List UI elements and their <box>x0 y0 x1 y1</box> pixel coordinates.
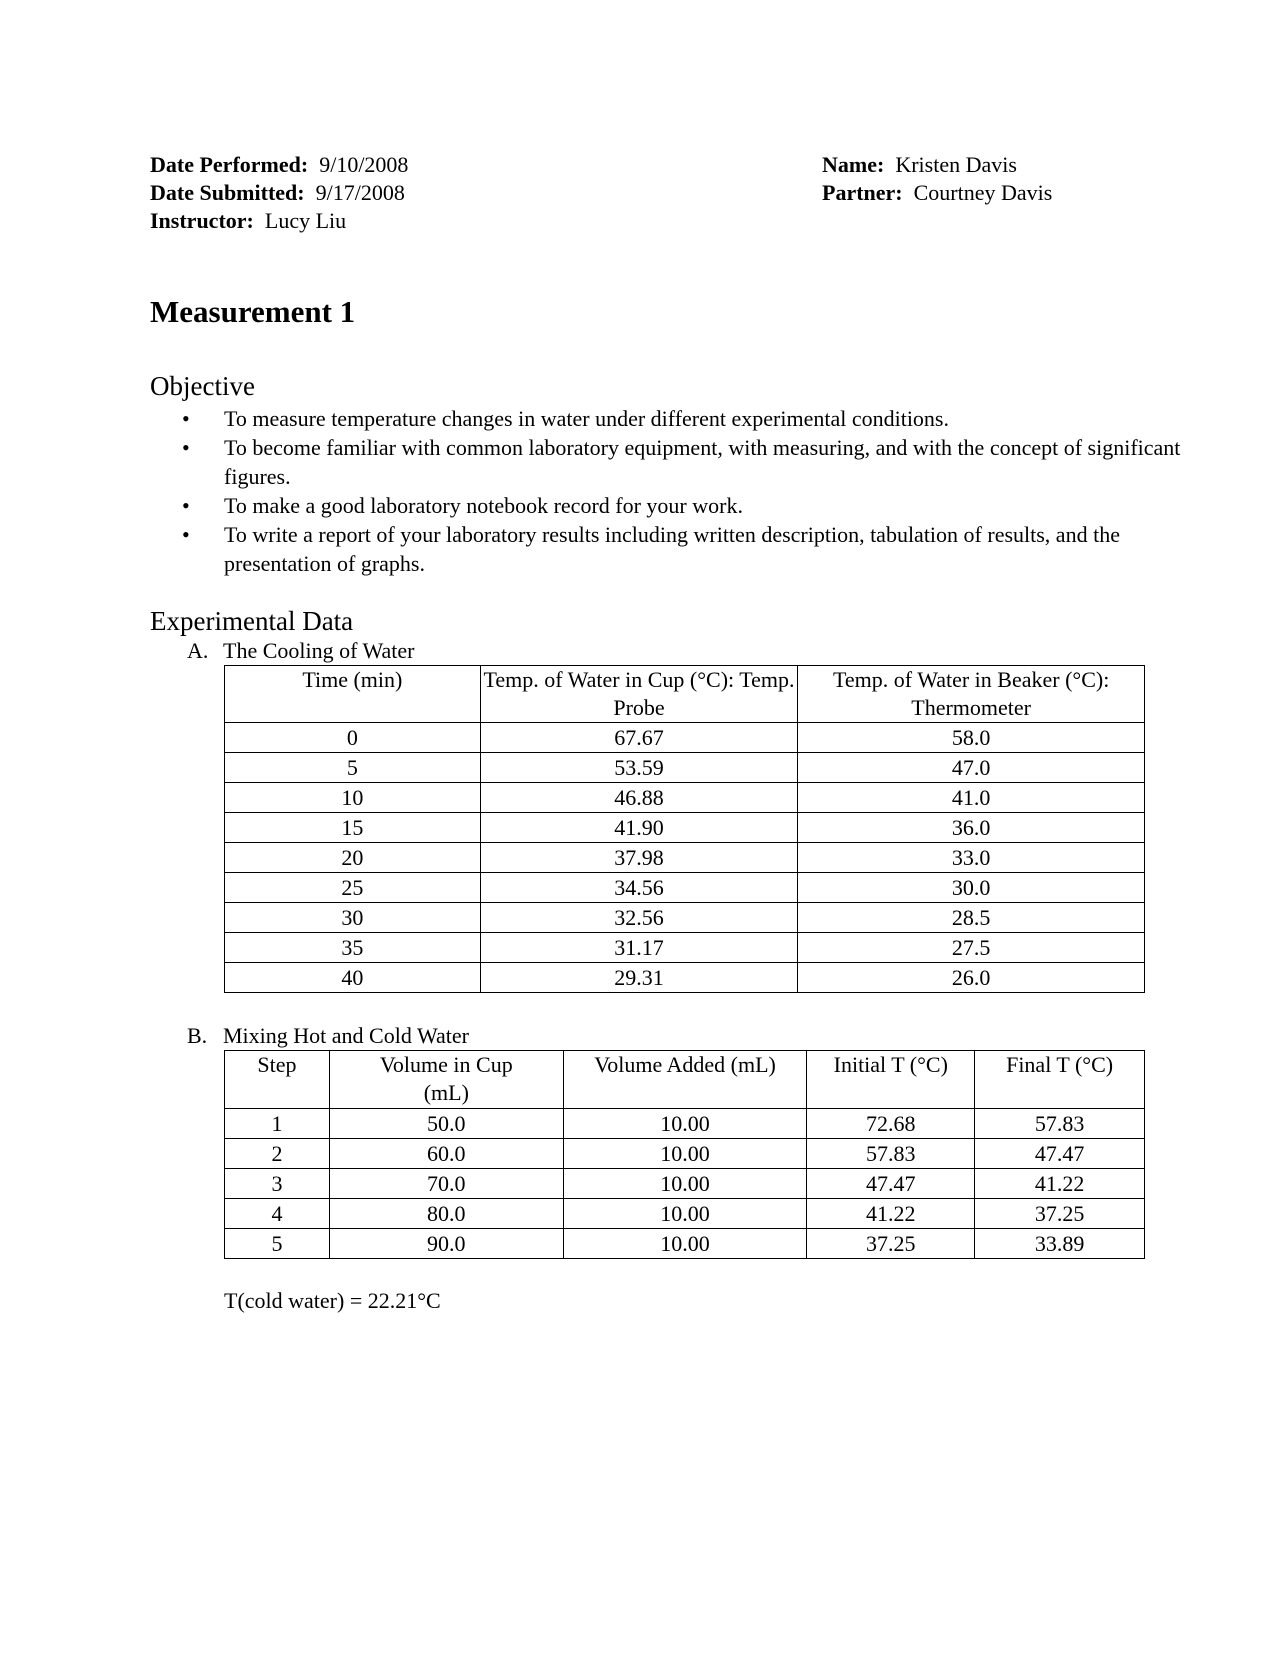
table-row <box>225 723 1145 753</box>
table-row <box>225 783 1145 813</box>
column-header: Temp. of Water in Cup (°C): Temp. Probe <box>480 666 798 723</box>
table-cell: 90.0 <box>329 1229 563 1259</box>
table-row <box>225 933 1145 963</box>
table-cell: 30 <box>225 903 481 933</box>
table-cell: 41.22 <box>975 1169 1145 1199</box>
date-performed-line <box>150 151 408 179</box>
date-submitted-value: 9/17/2008 <box>315 180 405 205</box>
table-row <box>225 843 1145 873</box>
table-cell: 20 <box>225 843 481 873</box>
table-cell: 29.31 <box>480 963 798 993</box>
instructor-value: Lucy Liu <box>264 208 347 233</box>
table-cell: 10 <box>225 783 481 813</box>
partner-line <box>822 179 1052 207</box>
objective-item: • To make a good laboratory notebook record for your work. <box>224 491 1184 520</box>
table-cell: 33.89 <box>975 1229 1145 1259</box>
instructor-label: Instructor: <box>150 208 254 233</box>
table-cell: 3 <box>225 1169 330 1199</box>
table-cell: 31.17 <box>480 933 798 963</box>
table-cell: 28.5 <box>798 903 1145 933</box>
table-cell: 80.0 <box>329 1199 563 1229</box>
table-cell: 47.47 <box>807 1169 975 1199</box>
table-cell: 41.22 <box>807 1199 975 1229</box>
table-cell: 50.0 <box>329 1109 563 1139</box>
objective-list <box>150 404 1184 578</box>
cooling-water-table <box>224 665 1145 993</box>
part-a-heading <box>187 637 415 665</box>
table-cell: 33.0 <box>798 843 1145 873</box>
table-row <box>225 753 1145 783</box>
experimental-data-heading: Experimental Data <box>150 606 354 636</box>
document-title: Measurement 1 <box>150 294 356 329</box>
table-cell: 26.0 <box>798 963 1145 993</box>
table-cell: 0 <box>225 723 481 753</box>
table-cell: 57.83 <box>975 1109 1145 1139</box>
table-cell: 2 <box>225 1139 330 1169</box>
table-cell: 10.00 <box>563 1199 807 1229</box>
table-header-row <box>225 666 1145 723</box>
objective-heading: Objective <box>150 371 255 401</box>
instructor-line <box>150 207 408 235</box>
column-header: Time (min) <box>225 666 481 723</box>
table-cell: 36.0 <box>798 813 1145 843</box>
column-header: Final T (°C) <box>975 1051 1145 1109</box>
table-cell: 57.83 <box>807 1139 975 1169</box>
part-b-heading <box>187 1022 469 1050</box>
table-row <box>225 963 1145 993</box>
partner-label: Partner: <box>822 180 903 205</box>
table-cell: 4 <box>225 1199 330 1229</box>
table-cell: 10.00 <box>563 1169 807 1199</box>
table-cell: 37.25 <box>807 1229 975 1259</box>
part-a-letter: A. <box>187 638 209 663</box>
column-header: Volume Added (mL) <box>563 1051 807 1109</box>
table-row <box>225 813 1145 843</box>
table-cell: 15 <box>225 813 481 843</box>
table-row <box>225 1169 1145 1199</box>
date-performed-label: Date Performed: <box>150 152 309 177</box>
table-cell: 34.56 <box>480 873 798 903</box>
table-cell: 27.5 <box>798 933 1145 963</box>
name-label: Name: <box>822 152 885 177</box>
table-cell: 58.0 <box>798 723 1145 753</box>
table-cell: 5 <box>225 753 481 783</box>
mixing-water-table <box>224 1050 1145 1259</box>
cold-water-temperature-note: T(cold water) = 22.21°C <box>224 1288 441 1313</box>
table-cell: 5 <box>225 1229 330 1259</box>
column-header: Initial T (°C) <box>807 1051 975 1109</box>
table-cell: 25 <box>225 873 481 903</box>
table-cell: 35 <box>225 933 481 963</box>
table-cell: 67.67 <box>480 723 798 753</box>
table-cell: 41.90 <box>480 813 798 843</box>
column-header: Step <box>225 1051 330 1109</box>
column-header: Volume in Cup (mL) <box>329 1051 563 1109</box>
header-left-block <box>150 151 408 235</box>
part-b-letter: B. <box>187 1023 208 1048</box>
table-row <box>225 1139 1145 1169</box>
table-cell: 47.0 <box>798 753 1145 783</box>
objective-item: • To write a report of your laboratory results including written description, tabulation of results, and the presentation of graphs. <box>224 520 1184 578</box>
partner-value: Courtney Davis <box>913 180 1053 205</box>
table-row <box>225 903 1145 933</box>
table-cell: 53.59 <box>480 753 798 783</box>
table-cell: 72.68 <box>807 1109 975 1139</box>
table-header-row <box>225 1051 1145 1109</box>
date-submitted-line <box>150 179 408 207</box>
table-cell: 32.56 <box>480 903 798 933</box>
part-b-title: Mixing Hot and Cold Water <box>223 1023 469 1048</box>
column-header: Temp. of Water in Beaker (°C): Thermometer <box>798 666 1145 723</box>
date-submitted-label: Date Submitted: <box>150 180 305 205</box>
name-value: Kristen Davis <box>895 152 1017 177</box>
table-cell: 30.0 <box>798 873 1145 903</box>
table-cell: 10.00 <box>563 1109 807 1139</box>
table-row <box>225 873 1145 903</box>
part-a-title: The Cooling of Water <box>223 638 415 663</box>
table-cell: 10.00 <box>563 1229 807 1259</box>
table-row <box>225 1109 1145 1139</box>
table-cell: 1 <box>225 1109 330 1139</box>
objective-item: • To measure temperature changes in water under different experimental conditions. <box>224 404 1184 433</box>
date-performed-value: 9/10/2008 <box>319 152 409 177</box>
table-cell: 37.25 <box>975 1199 1145 1229</box>
table-cell: 47.47 <box>975 1139 1145 1169</box>
header-right-block <box>822 151 1052 207</box>
table-row <box>225 1199 1145 1229</box>
table-cell: 10.00 <box>563 1139 807 1169</box>
table-cell: 70.0 <box>329 1169 563 1199</box>
table-row <box>225 1229 1145 1259</box>
table-cell: 60.0 <box>329 1139 563 1169</box>
name-line <box>822 151 1052 179</box>
table-cell: 37.98 <box>480 843 798 873</box>
table-cell: 40 <box>225 963 481 993</box>
table-cell: 41.0 <box>798 783 1145 813</box>
objective-item: • To become familiar with common laboratory equipment, with measuring, and with the concept of significant figures. <box>224 433 1184 491</box>
table-cell: 46.88 <box>480 783 798 813</box>
